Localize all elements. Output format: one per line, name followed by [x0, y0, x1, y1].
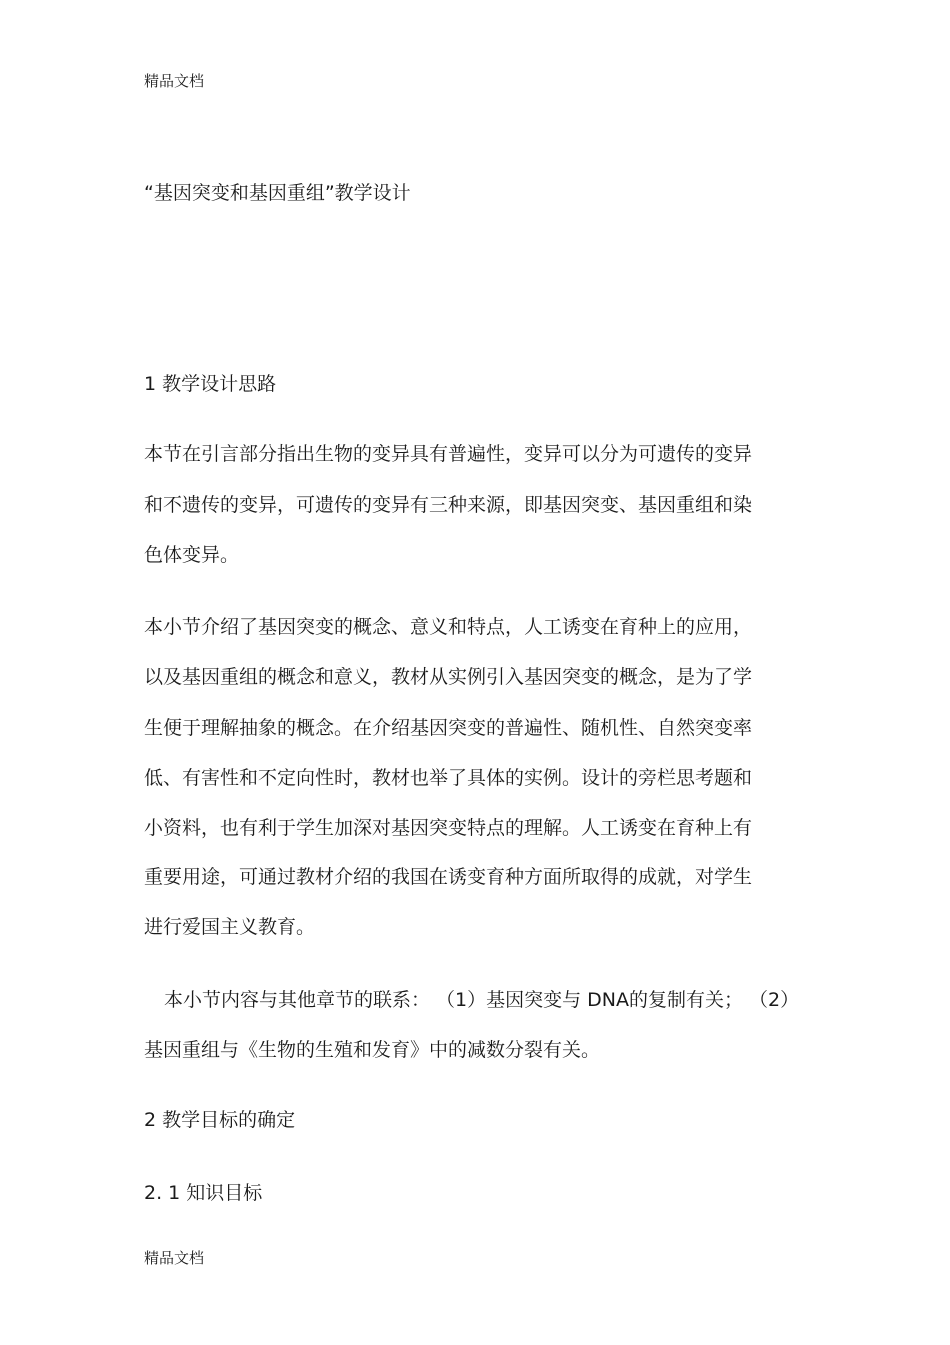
paragraph-3-line-1: 本小节内容与其他章节的联系： （1）基因突变与 DNA的复制有关； （2）	[164, 989, 800, 1011]
paragraph-2-line-7: 进行爱国主义教育。	[144, 916, 316, 938]
paragraph-2-line-4: 低、有害性和不定向性时，教材也举了具体的实例。设计的旁栏思考题和	[144, 767, 753, 789]
section-2-heading: 2 教学目标的确定	[144, 1109, 296, 1131]
section-1-heading: 1 教学设计思路	[144, 373, 277, 395]
paragraph-1-line-1: 本节在引言部分指出生物的变异具有普遍性，变异可以分为可遗传的变异	[144, 443, 753, 465]
paragraph-3-line-2: 基因重组与《生物的生殖和发育》中的减数分裂有关。	[144, 1039, 601, 1061]
subsection-2-1-heading: 2. 1 知识目标	[144, 1182, 263, 1204]
paragraph-2-line-6: 重要用途，可通过教材介绍的我国在诱变育种方面所取得的成就，对学生	[144, 866, 753, 888]
page-footer-label: 精品文档	[144, 1249, 205, 1267]
paragraph-2-line-3: 生便于理解抽象的概念。在介绍基因突变的普遍性、随机性、自然突变率	[144, 717, 753, 739]
paragraph-2-line-1: 本小节介绍了基因突变的概念、意义和特点，人工诱变在育种上的应用，	[144, 616, 753, 638]
page-header-label: 精品文档	[144, 72, 205, 90]
document-title: “基因突变和基因重组”教学设计	[144, 182, 411, 204]
paragraph-1-line-3: 色体变异。	[144, 544, 240, 566]
paragraph-1-line-2: 和不遗传的变异，可遗传的变异有三种来源，即基因突变、基因重组和染	[144, 494, 753, 516]
paragraph-2-line-2: 以及基因重组的概念和意义，教材从实例引入基因突变的概念，是为了学	[144, 666, 753, 688]
paragraph-2-line-5: 小资料，也有利于学生加深对基因突变特点的理解。人工诱变在育种上有	[144, 817, 753, 839]
